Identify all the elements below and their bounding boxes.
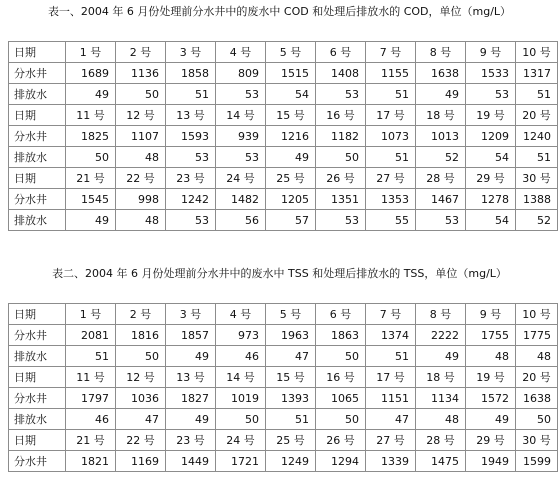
- discharge-cell: 51: [366, 346, 416, 367]
- date-cell: 7 号: [366, 42, 416, 63]
- discharge-cell: 50: [516, 409, 558, 430]
- discharge-cell: 49: [466, 409, 516, 430]
- date-cell: 11 号: [66, 105, 116, 126]
- well-cell: 1278: [466, 189, 516, 210]
- date-cell: 21 号: [66, 168, 116, 189]
- well-cell: 1013: [416, 126, 466, 147]
- discharge-cell: 53: [466, 84, 516, 105]
- table2-title: 表二、2004 年 6 月份处理前分水井中的废水中 TSS 和处理后排放水的 TSS，单位（mg/L）: [52, 267, 507, 280]
- date-cell: 26 号: [316, 168, 366, 189]
- discharge-cell: 53: [166, 147, 216, 168]
- cod-table: [8, 41, 558, 231]
- discharge-cell: 53: [216, 147, 266, 168]
- discharge-cell: 55: [366, 210, 416, 231]
- date-cell: 19 号: [466, 105, 516, 126]
- tss-table: [8, 303, 558, 472]
- date-row: [9, 430, 558, 451]
- well-label: 分水井: [9, 388, 66, 409]
- well-cell: 1721: [216, 451, 266, 472]
- discharge-cell: 50: [316, 346, 366, 367]
- discharge-cell: 50: [66, 147, 116, 168]
- discharge-cell: 49: [166, 346, 216, 367]
- date-cell: 24 号: [216, 430, 266, 451]
- date-cell: 8 号: [416, 42, 466, 63]
- discharge-cell: 46: [216, 346, 266, 367]
- date-cell: 21 号: [66, 430, 116, 451]
- discharge-cell: 51: [516, 84, 558, 105]
- discharge-cell: 50: [116, 346, 166, 367]
- date-cell: 22 号: [116, 168, 166, 189]
- discharge-cell: 48: [466, 346, 516, 367]
- discharge-cell: 48: [116, 147, 166, 168]
- discharge-cell: 47: [366, 409, 416, 430]
- well-cell: 1351: [316, 189, 366, 210]
- well-cell: 2222: [416, 325, 466, 346]
- date-cell: 17 号: [366, 367, 416, 388]
- well-cell: 1599: [516, 451, 558, 472]
- date-cell: 4 号: [216, 304, 266, 325]
- date-cell: 15 号: [266, 367, 316, 388]
- discharge-row: [9, 147, 558, 168]
- discharge-cell: 49: [266, 147, 316, 168]
- well-cell: 1317: [516, 63, 558, 84]
- date-cell: 20 号: [516, 105, 558, 126]
- date-cell: 17 号: [366, 105, 416, 126]
- date-label: 日期: [9, 42, 66, 63]
- date-cell: 27 号: [366, 168, 416, 189]
- well-cell: 1858: [166, 63, 216, 84]
- date-cell: 9 号: [466, 42, 516, 63]
- date-cell: 30 号: [516, 168, 558, 189]
- discharge-cell: 51: [366, 147, 416, 168]
- well-cell: 1467: [416, 189, 466, 210]
- discharge-cell: 46: [66, 409, 116, 430]
- well-cell: 1353: [366, 189, 416, 210]
- date-row: [9, 367, 558, 388]
- discharge-cell: 49: [416, 84, 466, 105]
- date-cell: 24 号: [216, 168, 266, 189]
- well-cell: 1689: [66, 63, 116, 84]
- date-row: [9, 168, 558, 189]
- well-cell: 1827: [166, 388, 216, 409]
- well-cell: 1393: [266, 388, 316, 409]
- discharge-label: 排放水: [9, 409, 66, 430]
- date-row: [9, 105, 558, 126]
- date-cell: 15 号: [266, 105, 316, 126]
- well-row: [9, 388, 558, 409]
- well-cell: 1294: [316, 451, 366, 472]
- well-label: 分水井: [9, 126, 66, 147]
- well-cell: 1821: [66, 451, 116, 472]
- date-cell: 23 号: [166, 430, 216, 451]
- date-cell: 1 号: [66, 304, 116, 325]
- well-cell: 1155: [366, 63, 416, 84]
- well-cell: 1388: [516, 189, 558, 210]
- date-cell: 2 号: [116, 42, 166, 63]
- date-label: 日期: [9, 304, 66, 325]
- well-cell: 1136: [116, 63, 166, 84]
- discharge-cell: 51: [516, 147, 558, 168]
- date-label: 日期: [9, 367, 66, 388]
- date-cell: 6 号: [316, 42, 366, 63]
- well-cell: 1857: [166, 325, 216, 346]
- well-cell: 1475: [416, 451, 466, 472]
- discharge-cell: 53: [316, 210, 366, 231]
- well-label: 分水井: [9, 63, 66, 84]
- discharge-row: [9, 84, 558, 105]
- date-row: [9, 42, 558, 63]
- well-cell: 1775: [516, 325, 558, 346]
- discharge-label: 排放水: [9, 84, 66, 105]
- discharge-cell: 56: [216, 210, 266, 231]
- well-cell: 1107: [116, 126, 166, 147]
- well-cell: 1638: [516, 388, 558, 409]
- date-cell: 16 号: [316, 367, 366, 388]
- date-label: 日期: [9, 430, 66, 451]
- date-cell: 25 号: [266, 168, 316, 189]
- well-row: [9, 126, 558, 147]
- discharge-cell: 50: [116, 84, 166, 105]
- well-cell: 1249: [266, 451, 316, 472]
- date-cell: 29 号: [466, 430, 516, 451]
- discharge-row: [9, 346, 558, 367]
- discharge-cell: 57: [266, 210, 316, 231]
- well-cell: 1036: [116, 388, 166, 409]
- well-cell: 1515: [266, 63, 316, 84]
- discharge-row: [9, 409, 558, 430]
- discharge-cell: 49: [66, 210, 116, 231]
- well-cell: 1216: [266, 126, 316, 147]
- discharge-cell: 48: [116, 210, 166, 231]
- date-cell: 12 号: [116, 367, 166, 388]
- well-cell: 1449: [166, 451, 216, 472]
- well-cell: 1816: [116, 325, 166, 346]
- well-cell: 1533: [466, 63, 516, 84]
- discharge-cell: 49: [66, 84, 116, 105]
- well-cell: 1134: [416, 388, 466, 409]
- well-cell: 1209: [466, 126, 516, 147]
- discharge-cell: 51: [166, 84, 216, 105]
- discharge-cell: 52: [416, 147, 466, 168]
- date-cell: 23 号: [166, 168, 216, 189]
- well-cell: 1169: [116, 451, 166, 472]
- date-cell: 4 号: [216, 42, 266, 63]
- discharge-cell: 51: [266, 409, 316, 430]
- date-cell: 5 号: [266, 304, 316, 325]
- well-cell: 1242: [166, 189, 216, 210]
- discharge-cell: 54: [466, 147, 516, 168]
- date-cell: 28 号: [416, 430, 466, 451]
- well-cell: 939: [216, 126, 266, 147]
- well-row: [9, 325, 558, 346]
- well-cell: 1755: [466, 325, 516, 346]
- date-cell: 6 号: [316, 304, 366, 325]
- date-cell: 29 号: [466, 168, 516, 189]
- date-cell: 10 号: [516, 42, 558, 63]
- discharge-cell: 51: [66, 346, 116, 367]
- well-cell: 1065: [316, 388, 366, 409]
- well-cell: 1205: [266, 189, 316, 210]
- well-cell: 1182: [316, 126, 366, 147]
- date-cell: 30 号: [516, 430, 558, 451]
- discharge-cell: 48: [416, 409, 466, 430]
- well-cell: 1863: [316, 325, 366, 346]
- well-cell: 1638: [416, 63, 466, 84]
- discharge-cell: 50: [316, 147, 366, 168]
- date-cell: 16 号: [316, 105, 366, 126]
- date-cell: 11 号: [66, 367, 116, 388]
- date-cell: 18 号: [416, 367, 466, 388]
- date-cell: 27 号: [366, 430, 416, 451]
- well-cell: 1408: [316, 63, 366, 84]
- well-cell: 1073: [366, 126, 416, 147]
- discharge-cell: 53: [166, 210, 216, 231]
- well-row: [9, 189, 558, 210]
- well-label: 分水井: [9, 325, 66, 346]
- date-cell: 5 号: [266, 42, 316, 63]
- well-label: 分水井: [9, 189, 66, 210]
- discharge-row: [9, 210, 558, 231]
- well-cell: 1482: [216, 189, 266, 210]
- well-row: [9, 63, 558, 84]
- well-label: 分水井: [9, 451, 66, 472]
- discharge-cell: 51: [366, 84, 416, 105]
- date-cell: 14 号: [216, 367, 266, 388]
- well-cell: 998: [116, 189, 166, 210]
- well-cell: 973: [216, 325, 266, 346]
- date-cell: 26 号: [316, 430, 366, 451]
- well-cell: 1797: [66, 388, 116, 409]
- discharge-cell: 53: [416, 210, 466, 231]
- discharge-cell: 50: [216, 409, 266, 430]
- date-row: [9, 304, 558, 325]
- discharge-label: 排放水: [9, 346, 66, 367]
- discharge-cell: 50: [316, 409, 366, 430]
- date-cell: 25 号: [266, 430, 316, 451]
- discharge-cell: 47: [116, 409, 166, 430]
- well-cell: 2081: [66, 325, 116, 346]
- well-cell: 1825: [66, 126, 116, 147]
- discharge-cell: 53: [316, 84, 366, 105]
- date-cell: 28 号: [416, 168, 466, 189]
- discharge-cell: 54: [466, 210, 516, 231]
- well-cell: 1151: [366, 388, 416, 409]
- well-cell: 1240: [516, 126, 558, 147]
- discharge-label: 排放水: [9, 147, 66, 168]
- discharge-cell: 52: [516, 210, 558, 231]
- date-cell: 13 号: [166, 105, 216, 126]
- date-cell: 9 号: [466, 304, 516, 325]
- date-cell: 14 号: [216, 105, 266, 126]
- date-cell: 1 号: [66, 42, 116, 63]
- discharge-cell: 49: [166, 409, 216, 430]
- discharge-cell: 47: [266, 346, 316, 367]
- discharge-cell: 48: [516, 346, 558, 367]
- date-cell: 13 号: [166, 367, 216, 388]
- date-cell: 20 号: [516, 367, 558, 388]
- well-cell: 1949: [466, 451, 516, 472]
- well-cell: 1374: [366, 325, 416, 346]
- discharge-cell: 54: [266, 84, 316, 105]
- date-cell: 3 号: [166, 42, 216, 63]
- date-cell: 18 号: [416, 105, 466, 126]
- date-cell: 8 号: [416, 304, 466, 325]
- well-cell: 1545: [66, 189, 116, 210]
- date-label: 日期: [9, 168, 66, 189]
- date-cell: 12 号: [116, 105, 166, 126]
- date-cell: 10 号: [516, 304, 558, 325]
- well-cell: 1339: [366, 451, 416, 472]
- date-cell: 7 号: [366, 304, 416, 325]
- well-cell: 1572: [466, 388, 516, 409]
- well-cell: 809: [216, 63, 266, 84]
- discharge-cell: 53: [216, 84, 266, 105]
- date-cell: 3 号: [166, 304, 216, 325]
- well-row: [9, 451, 558, 472]
- date-cell: 2 号: [116, 304, 166, 325]
- date-cell: 19 号: [466, 367, 516, 388]
- well-cell: 1019: [216, 388, 266, 409]
- well-cell: 1963: [266, 325, 316, 346]
- well-cell: 1593: [166, 126, 216, 147]
- date-label: 日期: [9, 105, 66, 126]
- discharge-label: 排放水: [9, 210, 66, 231]
- discharge-cell: 49: [416, 346, 466, 367]
- date-cell: 22 号: [116, 430, 166, 451]
- table1-title: 表一、2004 年 6 月份处理前分水井中的废水中 COD 和处理后排放水的 COD，单位（mg/L）: [47, 5, 512, 18]
